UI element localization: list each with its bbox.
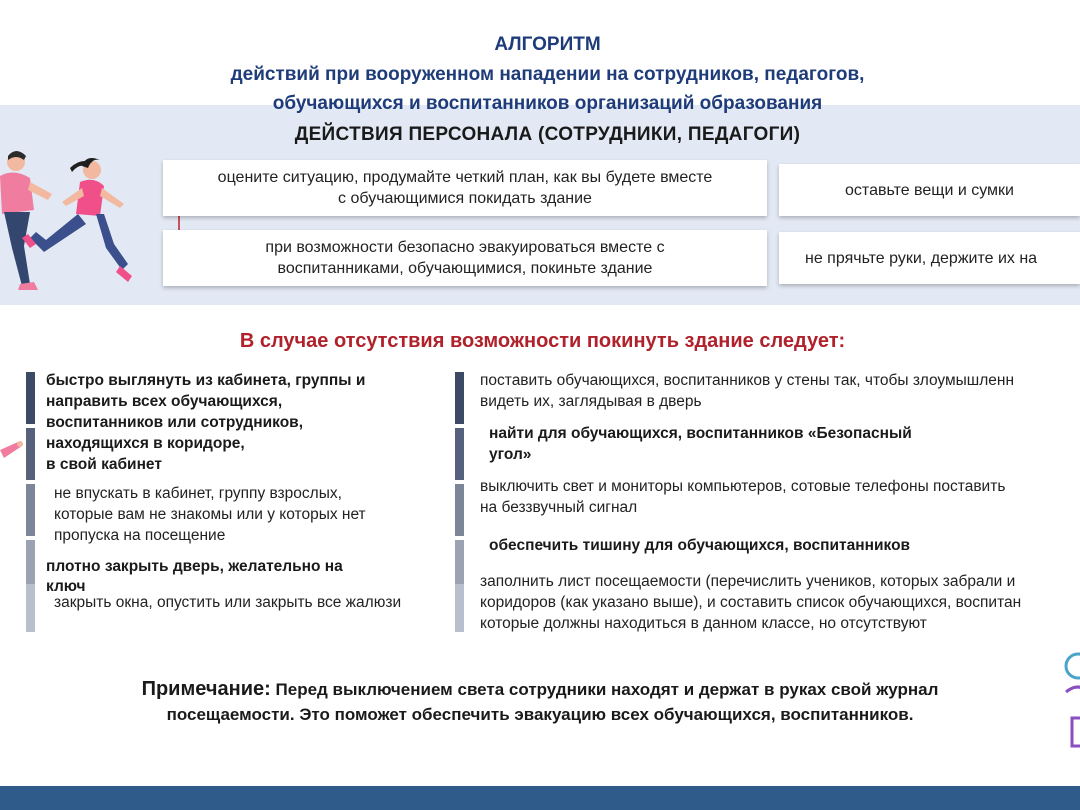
list-marker-bar bbox=[455, 584, 464, 632]
list-item-text: угол» bbox=[489, 446, 532, 463]
list-item-text: находящихся в коридоре, bbox=[46, 435, 245, 452]
action-card-text: воспитанниками, обучающимися, покиньте здание bbox=[277, 260, 653, 277]
list-item-text: ключ bbox=[46, 578, 86, 595]
note-line2: посещаемости. Это поможет обеспечить эвакуацию всех обучающихся, воспитанников. bbox=[166, 705, 914, 724]
note-text: Перед выключением света сотрудники находят и держат в руках свой журнал bbox=[275, 680, 939, 699]
list-item-text: найти для обучающихся, воспитанников «Безопасный bbox=[489, 425, 912, 442]
list-item-gather-students bbox=[46, 370, 365, 475]
list-item-text: заполнить лист посещаемости (перечислить учеников, которых забрали и bbox=[480, 573, 1016, 590]
list-marker-bar bbox=[26, 372, 35, 424]
list-marker-bar bbox=[455, 372, 464, 424]
action-card-text: с обучающимися покидать здание bbox=[338, 190, 592, 207]
list-item-text: в свой кабинет bbox=[46, 456, 162, 473]
list-item-text: коридоров (как указано выше), и составить список обучающихся, воспитан bbox=[480, 594, 1022, 611]
list-item-text: пропуска на посещение bbox=[54, 527, 226, 544]
list-item-text: которые должны находиться в данном классе, но отсутствуют bbox=[480, 615, 927, 632]
list-item-silence bbox=[489, 535, 1080, 556]
list-item-text: поставить обучающихся, воспитанников у стены так, чтобы злоумышленн bbox=[480, 372, 1015, 389]
note-line1 bbox=[0, 678, 1080, 701]
note-label: Примечание: bbox=[141, 678, 271, 700]
action-card-text: оцените ситуацию, продумайте четкий план, как вы будете вместе bbox=[217, 169, 713, 186]
list-item-place-students bbox=[480, 370, 1080, 412]
list-item-text: обеспечить тишину для обучающихся, воспитанников bbox=[489, 537, 911, 554]
staff-actions-title: ДЕЙСТВИЯ ПЕРСОНАЛА (СОТРУДНИКИ, ПЕДАГОГИ) bbox=[294, 124, 801, 145]
action-card-assess-situation bbox=[163, 160, 767, 216]
list-item-lights-off bbox=[480, 476, 1080, 518]
list-item-text: закрыть окна, опустить или закрыть все жалюзи bbox=[54, 594, 402, 611]
list-marker-bar bbox=[26, 584, 35, 632]
action-card-leave-belongings bbox=[779, 164, 1080, 216]
footer-bar bbox=[0, 786, 1080, 810]
person-outline-icon bbox=[1058, 648, 1080, 748]
list-item-attendance-sheet bbox=[480, 571, 1080, 634]
list-item-text: выключить свет и мониторы компьютеров, сотовые телефоны поставить bbox=[480, 478, 1006, 495]
action-card-show-hands bbox=[779, 232, 1080, 284]
list-item-text: на беззвучный сигнал bbox=[480, 499, 638, 516]
running-people-illustration bbox=[0, 148, 150, 298]
list-item-text: воспитанников или сотрудников, bbox=[46, 414, 304, 431]
list-item-no-strangers bbox=[54, 483, 366, 546]
list-item-text: видеть их, заглядывая в дверь bbox=[480, 393, 702, 410]
action-card-text: при возможности безопасно эвакуироваться вместе с bbox=[265, 239, 665, 256]
list-item-close-windows bbox=[54, 592, 401, 613]
action-card-text: не прячьте руки, держите их на bbox=[805, 249, 1038, 267]
algorithm-title: АЛГОРИТМ bbox=[494, 34, 601, 55]
list-marker-bar bbox=[26, 484, 35, 536]
list-marker-bar bbox=[26, 428, 35, 480]
list-marker-bar bbox=[455, 484, 464, 536]
list-item-text: быстро выглянуть из кабинета, группы и bbox=[46, 372, 366, 389]
list-item-text: плотно закрыть дверь, желательно на bbox=[46, 558, 343, 575]
list-item-safe-corner bbox=[489, 423, 1080, 465]
list-item-text: которые вам не знакомы или у которых нет bbox=[54, 506, 366, 523]
list-item-text: направить всех обучающихся, bbox=[46, 393, 283, 410]
algorithm-subtitle-line2: обучающихся и воспитанников организаций образования bbox=[272, 93, 823, 114]
action-card-text: оставьте вещи и сумки bbox=[845, 181, 1014, 199]
list-item-lock-door bbox=[46, 556, 343, 596]
person-illustration bbox=[0, 420, 24, 470]
list-item-text: не впускать в кабинет, группу взрослых, bbox=[54, 485, 342, 502]
algorithm-subtitle-line1: действий при вооруженном нападении на сотрудников, педагогов, bbox=[230, 64, 865, 85]
no-exit-subtitle: В случае отсутствия возможности покинуть здание следует: bbox=[239, 330, 846, 352]
list-marker-bar bbox=[455, 428, 464, 480]
action-card-evacuate bbox=[163, 230, 767, 286]
